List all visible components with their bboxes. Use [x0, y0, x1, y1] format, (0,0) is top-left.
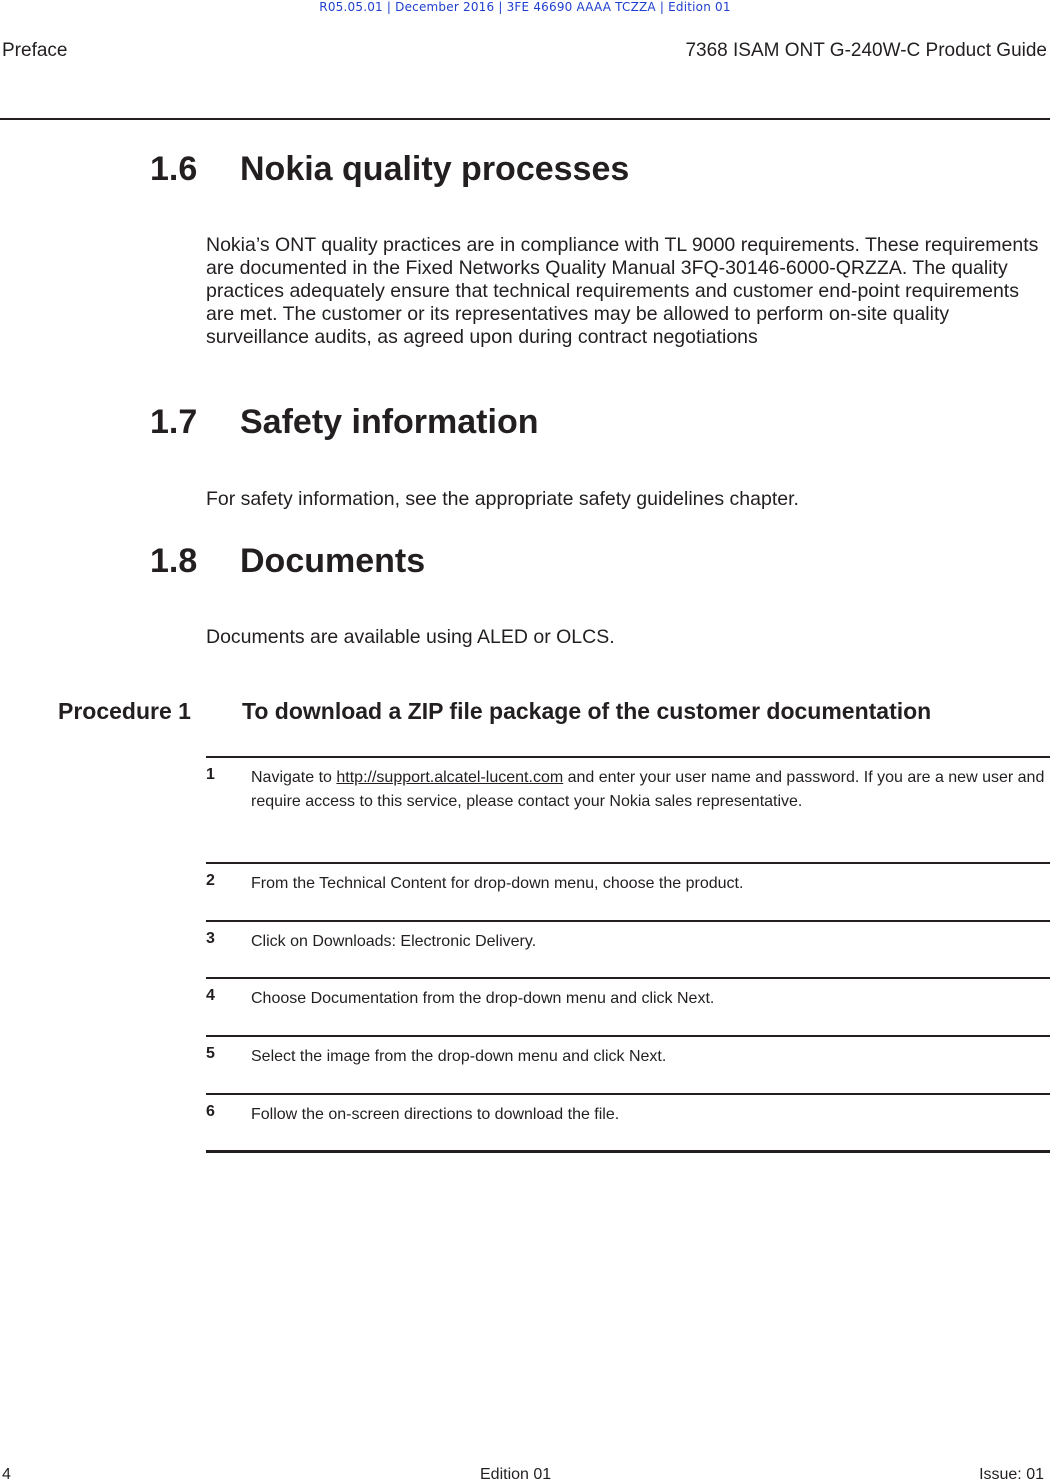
step-number: 4 — [206, 987, 215, 1004]
step-text — [251, 758, 1050, 814]
procedure-step — [206, 862, 1050, 920]
support-link[interactable]: http://support.alcatel-lucent.com — [336, 769, 564, 786]
header-title: 7368 ISAM ONT G-240W-C Product Guide — [685, 40, 1047, 61]
step-text: Click on Downloads: Electronic Delivery. — [251, 933, 537, 950]
step-text: Follow the on-screen directions to download the file. — [251, 1106, 620, 1123]
procedure-step — [206, 1093, 1050, 1150]
step-number: 1 — [206, 766, 215, 783]
heading-documents — [150, 542, 425, 581]
section-title: Documents — [240, 542, 426, 580]
procedure-steps — [206, 756, 1050, 1153]
footer-edition: Edition 01 — [480, 1466, 552, 1483]
procedure-step — [206, 756, 1050, 862]
step-number: 6 — [206, 1103, 215, 1120]
step-text: From the Technical Content for drop-down menu, choose the product. — [251, 875, 744, 892]
header-section: Preface — [2, 40, 68, 61]
step-text-end: and enter your user name and password. If you are a new user and require access to this service, please contact your Nokia sales representative. — [251, 769, 1045, 810]
procedure-heading — [58, 698, 931, 725]
section-title: Nokia quality processes — [240, 150, 630, 188]
step-text: Select the image from the drop-down menu and click Next. — [251, 1048, 667, 1065]
procedure-step — [206, 1035, 1050, 1093]
step-number: 2 — [206, 872, 215, 889]
step-text-start: Navigate to — [251, 769, 337, 786]
procedure-step — [206, 920, 1050, 977]
step-text: Choose Documentation from the drop-down menu and click Next. — [251, 990, 715, 1007]
heading-safety-information — [150, 403, 538, 442]
section-number: 1.7 — [150, 403, 198, 441]
paragraph-safety: For safety information, see the appropriate safety guidelines chapter. — [206, 488, 799, 510]
paragraph-documents: Documents are available using ALED or OLCS. — [206, 626, 615, 648]
step-number: 5 — [206, 1045, 215, 1062]
procedure-end-rule — [206, 1150, 1050, 1153]
section-title: Safety information — [240, 403, 539, 441]
header-divider — [0, 118, 1050, 120]
heading-quality-processes — [150, 150, 629, 189]
document-banner: R05.05.01 | December 2016 | 3FE 46690 AAAA TCZZA | Edition 01 — [319, 0, 731, 14]
section-number: 1.6 — [150, 150, 198, 188]
step-number: 3 — [206, 930, 215, 947]
procedure-title: To download a ZIP file package of the customer documentation — [242, 698, 932, 724]
section-number: 1.8 — [150, 542, 198, 580]
footer-issue: Issue: 01 — [979, 1466, 1044, 1483]
procedure-label: Procedure 1 — [58, 698, 191, 724]
procedure-step — [206, 977, 1050, 1035]
page-number: 4 — [2, 1466, 11, 1483]
paragraph-quality: Nokia’s ONT quality practices are in compliance with TL 9000 requirements. These requirements are documented in the Fixed Networks Quality Manual 3FQ-30146-6000-QRZZA. The quality practices adequately ensure that technical requirements and customer end-point requirements are met. The customer or its representatives may be allowed to perform on-site quality surveillance audits, as agreed upon during contract negotiations — [206, 234, 1039, 348]
